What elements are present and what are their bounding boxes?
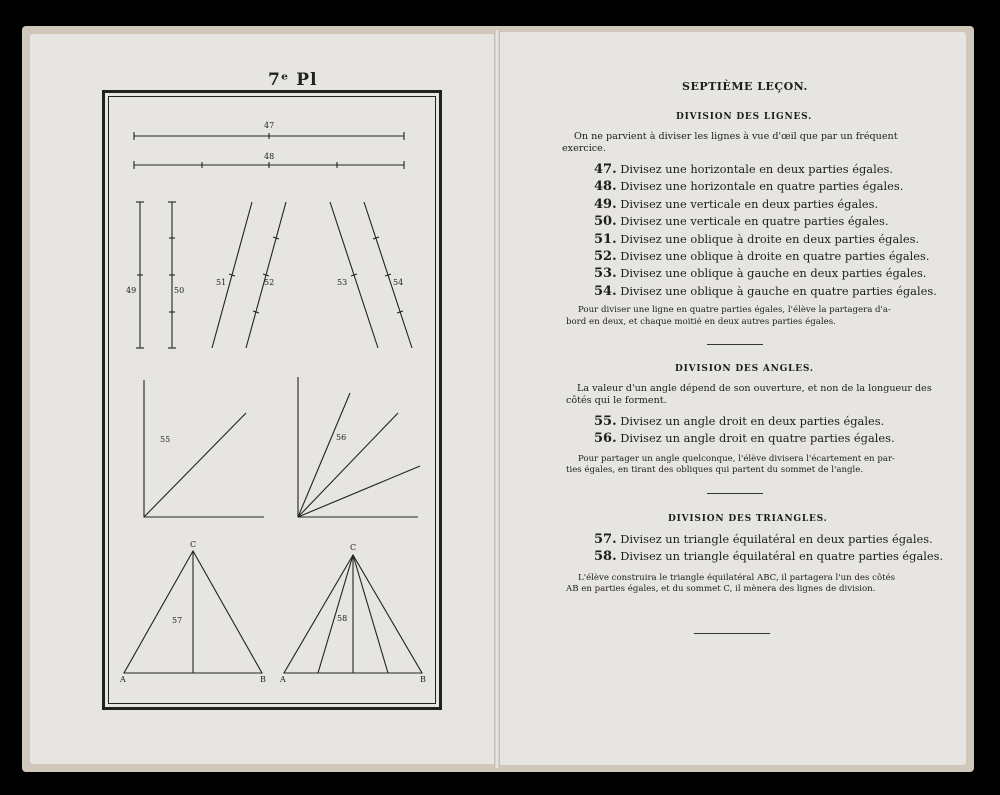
section-divider [707,344,763,345]
vertex-c-57: C [190,540,197,549]
label-49: 49 [126,286,137,295]
plate-number: 7ᵉ Pl [268,70,318,90]
triangles-note-2: AB en parties égales, et du sommet C, il mènera des lignes de division. [566,584,876,594]
vertex-a-58: A [280,675,286,684]
lines-note-1: Pour diviser une ligne en quatre parties égales, l'élève la partagera d'a- [578,305,891,315]
figure-51-oblique [212,202,252,348]
figure-52-oblique [246,202,286,348]
label-48: 48 [264,152,275,161]
lesson-title: SEPTIÈME LEÇON. [682,80,808,93]
lines-intro-1: On ne parvient à diviser les lignes à vue d'œil que par un fréquent [574,131,898,142]
exercise-item: 53. Divisez une oblique à gauche en deux parties égales. [594,266,927,282]
figure-48-horizontal [134,161,404,169]
book-gutter [494,30,500,768]
exercise-item: 47. Divisez une horizontale en deux parties égales. [594,162,893,177]
vertex-c-58: C [350,543,357,552]
section-heading-angles: DIVISION DES ANGLES. [675,364,814,374]
label-52: 52 [264,278,275,287]
exercise-item: 51. Divisez une oblique à droite en deux parties égales. [594,231,920,247]
exercise-item: 49. Divisez une verticale en deux parties égales. [594,196,879,212]
exercise-item: 52. Divisez une oblique à droite en quatre parties égales. [594,249,930,265]
label-53: 53 [337,278,348,287]
label-56: 56 [336,433,347,442]
angles-intro-1: La valeur d'un angle dépend de son ouverture, et non de la longueur des [577,383,932,394]
exercise-list-lines [594,161,937,300]
exercise-item: 48. Divisez une horizontale en quatre parties égales. [594,179,904,195]
label-54: 54 [393,278,404,287]
exercise-item: 55. Divisez un angle droit en deux parties égales. [594,414,885,429]
exercise-item: 56. Divisez un angle droit en quatre parties égales. [594,431,895,447]
vertex-b-58: B [420,675,426,684]
label-50: 50 [174,286,185,295]
lines-intro-2: exercice. [562,143,606,154]
vertex-a-57: A [120,675,126,684]
angles-note-1: Pour partager un angle quelconque, l'élève divisera l'écartement en par- [578,454,895,464]
section-heading-lines: DIVISION DES LIGNES. [676,112,813,122]
triangles-note-1: L'élève construira le triangle équilatéral ABC, il partagera l'un des côtés [578,573,896,583]
vertex-b-57: B [260,675,266,684]
figure-58-triangle [284,555,422,673]
label-57: 57 [172,616,183,625]
label-47: 47 [264,121,275,130]
exercise-item: 57. Divisez un triangle équilatéral en deux parties égales. [594,532,933,547]
figure-50-vertical [168,202,176,348]
angles-note-2: ties égales, en tirant des obliques qui partent du sommet de l'angle. [566,465,864,475]
figure-47-horizontal [134,132,404,140]
geometry-plate [102,90,442,710]
figure-57-triangle [124,551,262,673]
figure-56-angle [298,377,420,517]
lines-note-2: bord en deux, et chaque moitié en deux autres parties égales. [566,317,836,327]
exercise-list-triangles [594,531,943,566]
label-55: 55 [160,435,171,444]
label-58: 58 [337,614,348,623]
figure-49-vertical [136,202,144,348]
label-51: 51 [216,278,227,287]
angles-intro-2: côtés qui le forment. [566,395,667,406]
exercise-item: 50. Divisez une verticale en quatre parties égales. [594,214,889,230]
exercise-item: 58. Divisez un triangle équilatéral en quatre parties égales. [594,549,944,565]
exercise-list-angles [594,413,895,448]
figure-55-angle [144,380,264,517]
exercise-item: 54. Divisez une oblique à gauche en quatre parties égales. [594,283,937,299]
end-rule [694,633,770,634]
section-divider [707,493,763,494]
section-heading-triangles: DIVISION DES TRIANGLES. [668,514,828,524]
